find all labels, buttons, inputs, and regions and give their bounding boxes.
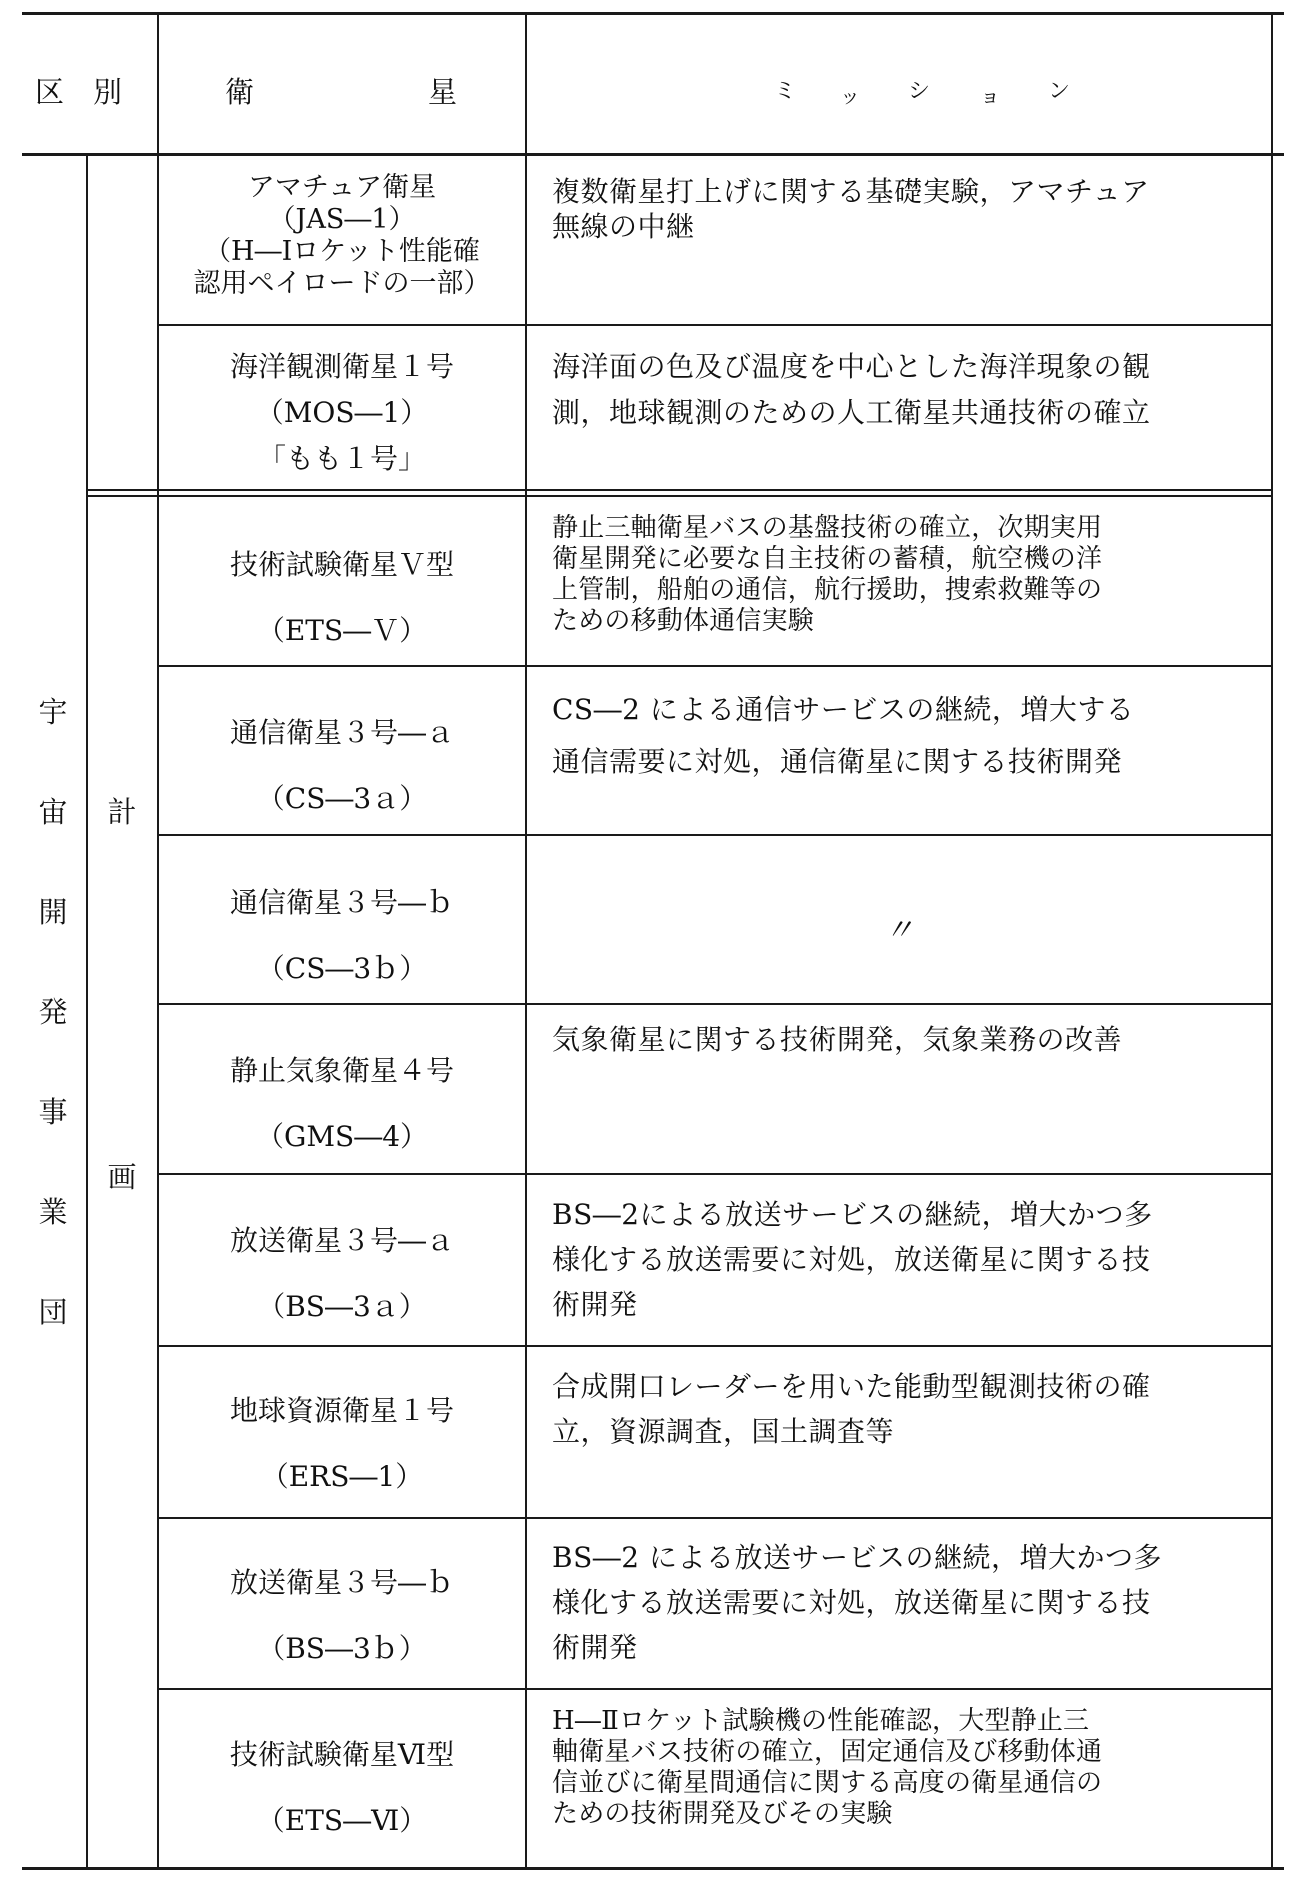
organization-char: 発 [38,995,68,1029]
organization-char: 宇 [38,695,68,729]
mission-line: 信並びに衛星間通信に関する高度の衛星通信の [552,1768,1103,1798]
row-divider [157,665,1273,667]
mission-line: 測，地球観測のための人工衛星共通技術の確立 [552,396,1151,429]
satellite-name-line: 放送衛星３号―ｂ [229,1566,454,1599]
mission-line: 様化する放送需要に対処，放送衛星に関する技 [552,1243,1151,1276]
row-divider [157,1517,1273,1519]
satellite-name [162,700,522,832]
satellite-name-line: （CS―3ａ） [256,782,428,815]
satellite-name-line: （ERS―1） [260,1460,424,1493]
header-satellite-char: 星 [428,75,458,109]
mission-line: 静止三軸衛星バスの基盤技術の確立，次期実用 [552,513,1103,543]
mission-line: 軸衛星バス技術の確立，固定通信及び移動体通 [552,1737,1103,1767]
mission-text [552,1706,1252,1830]
satellite-name-line: 技術試験衛星Ｖ型 [229,548,454,581]
satellite-name [162,870,522,1002]
mission-line: CS―2 による通信サービスの継続，増大する [552,693,1135,726]
mission-line: BS―2による放送サービスの継続，増大かつ多 [552,1198,1153,1231]
satellite-name-line: 「もも１号」 [257,442,426,475]
satellite-name [162,532,522,664]
satellite-name-line: 放送衛星３号―ａ [229,1224,454,1257]
mission-line: 気象衛星に関する技術開発，気象業務の改善 [552,1023,1123,1056]
mission-line: 海洋面の色及び温度を中心とした海洋現象の観 [552,350,1151,383]
mission-text [552,1192,1252,1327]
satellite-name [162,1378,522,1510]
satellite-name-line: 技術試験衛星Ⅵ型 [229,1738,455,1771]
table-bottom-border [22,1867,1284,1870]
mission-line: 術開発 [552,1288,638,1321]
row-divider [157,324,1273,326]
mission-line: ための移動体通信実験 [552,606,815,636]
satellite-name-line: （CS―3ｂ） [256,952,428,985]
header-satellite-char: 衛 [225,75,255,109]
row-divider [157,1345,1273,1347]
satellite-name-line: アマチュア衛星 [247,172,437,203]
satellite-name [162,1208,522,1340]
satellite-name-line: 通信衛星３号―ａ [229,716,454,749]
mission-line: 無線の中継 [552,210,695,243]
table-right-border [1271,12,1273,1869]
row-divider [157,834,1273,836]
satellite-name-line: 海洋観測衛星１号 [229,350,454,383]
header-mission-char: ン [1048,79,1071,104]
satellite-name-line: （JAS―1） [268,204,416,235]
organization-char: 業 [38,1195,68,1229]
satellite-name-line: 認用ペイロードの一部） [193,268,491,299]
organization-char: 団 [38,1295,68,1329]
mission-text [552,513,1252,637]
header-bottom-border [22,153,1284,156]
column-divider-category [157,12,159,1869]
mission-line: 立，資源調査，国土調査等 [552,1415,895,1448]
mission-text [552,1022,1252,1057]
satellite-name [162,1038,522,1170]
double-row-divider [86,495,1273,497]
phase-char: 計 [107,795,137,829]
header-mission-char: ッ [840,84,860,108]
mission-line: ための技術開発及びその実験 [552,1799,893,1829]
satellite-name-line: 静止気象衛星４号 [229,1054,454,1087]
mission-text [552,1364,1252,1454]
mission-text [552,684,1252,788]
satellite-name [162,172,522,300]
mission-line: 合成開口レーダーを用いた能動型観測技術の確 [552,1370,1151,1403]
mission-text [552,174,1252,244]
satellite-name [162,344,522,482]
satellite-name-line: （H―Ⅰロケット性能確 [204,236,480,267]
header-mission-char: シ [908,79,931,104]
satellite-name [162,1722,522,1854]
mission-line: 上管制，船舶の通信，航行援助，捜索救難等の [552,575,1103,605]
satellite-name-line: （GMS―4） [255,1120,429,1153]
mission-line: 通信需要に対処，通信衛星に関する技術開発 [552,745,1123,778]
row-divider [157,1688,1273,1690]
organization-char: 事 [38,1095,68,1129]
organization-char: 宙 [38,795,68,829]
row-divider [157,1173,1273,1175]
column-divider-org [86,156,88,1869]
satellite-name [162,1550,522,1682]
mission-line: 複数衛星打上げに関する基礎実験，アマチュア [552,175,1150,208]
satellite-name-line: 通信衛星３号―ｂ [229,886,454,919]
satellite-name-line: （BS―3ｂ） [257,1632,427,1665]
mission-line: 衛星開発に必要な自主技術の蓄積，航空機の洋 [552,544,1103,574]
satellite-name-line: （ETS―Ⅵ） [256,1804,428,1837]
mission-line: H―Ⅱロケット試験機の性能確認，大型静止三 [552,1706,1090,1736]
row-divider [157,1003,1273,1005]
mission-text [552,344,1252,436]
satellite-name-line: （MOS―1） [255,396,429,429]
header-mission-char: ョ [980,84,1000,108]
double-row-divider [86,489,1273,491]
phase-char: 画 [107,1160,137,1194]
mission-text [552,1535,1252,1670]
header-mission-char: ミ [774,79,797,104]
header-category: 区 別 [35,75,123,109]
organization-char: 開 [38,895,68,929]
satellite-name-line: （BS―3ａ） [257,1290,427,1323]
mission-line: 様化する放送需要に対処，放送衛星に関する技 [552,1586,1151,1619]
mission-line: 術開発 [552,1631,638,1664]
table-top-border [22,12,1284,15]
mission-line: BS―2 による放送サービスの継続，増大かつ多 [552,1541,1162,1574]
ditto-mark: 〃 [884,913,914,948]
satellite-name-line: 地球資源衛星１号 [229,1394,454,1427]
satellite-name-line: （ETS―Ｖ） [256,614,428,647]
